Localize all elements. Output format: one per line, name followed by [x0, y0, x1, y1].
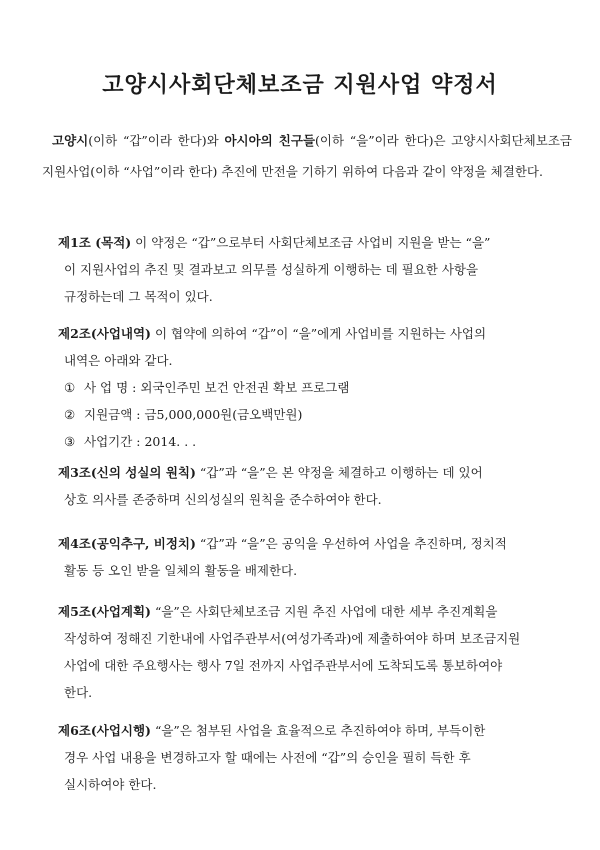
article-heading: 제6조(사업시행) [58, 723, 151, 738]
intro-text-2: (이하 “을”이라 한다)은 고양시사회단체보조금 지원사업(이하 “사업”이라 한다) 추진에 만전을 기하기 위하여 다음과 같이 약정을 체결한다. [42, 133, 572, 179]
article-line: 이 약정은 “갑”으로부터 사회단체보조금 사업비 지원을 받는 “을” [131, 235, 491, 250]
party-b-name: 아시아의 친구들 [224, 133, 316, 148]
item-text: 지원금액 : 금5,000,000원(금오백만원) [84, 407, 303, 422]
intro-text-1: (이하 “갑”이라 한다)와 [88, 133, 225, 148]
article-1 [58, 229, 570, 310]
item-number: ③ [64, 434, 76, 449]
article-line: 이 지원사업의 추진 및 결과보고 의무를 성실하게 이행하는 데 필요한 사항을 [64, 262, 479, 277]
article-2 [58, 320, 570, 455]
article-line: “을”은 첨부된 사업을 효율적으로 추진하여야 하며, 부득이한 [150, 723, 486, 738]
article-4 [58, 530, 570, 584]
list-item [58, 428, 570, 455]
article-heading: 제5조(사업계획) [58, 604, 151, 619]
article-heading: 제4조(공익추구, 비정치) [58, 536, 196, 551]
intro-paragraph [42, 125, 572, 187]
article-heading: 제1조 (목적) [58, 235, 132, 250]
article-line: 실시하여야 한다. [64, 777, 157, 792]
article-6 [58, 717, 570, 798]
document-title: 고양시사회단체보조금 지원사업 약정서 [102, 72, 498, 98]
article-line: “을”은 사회단체보조금 지원 추진 사업에 대한 세부 추진계획을 [150, 604, 498, 619]
list-item [58, 401, 570, 428]
article-heading: 제2조(사업내역) [58, 326, 151, 341]
article-line: “갑”과 “을”은 본 약정을 체결하고 이행하는 데 있어 [195, 465, 483, 480]
article-line: 이 협약에 의하여 “갑”이 “을”에게 사업비를 지원하는 사업의 [150, 326, 487, 341]
article-line: 사업에 대한 주요행사는 행사 7일 전까지 사업주관부서에 도착되도록 통보하여야 [64, 658, 503, 673]
article-line: 규정하는데 그 목적이 있다. [64, 289, 213, 304]
item-number: ② [64, 407, 76, 422]
article-line: 한다. [64, 685, 93, 700]
article-line: 내역은 아래와 같다. [64, 353, 173, 368]
article-heading: 제3조(신의 성실의 원칙) [58, 465, 196, 480]
item-text: 사 업 명 : 외국인주민 보건 안전권 확보 프로그램 [84, 380, 350, 395]
article-line: 활동 등 오인 받을 일체의 활동을 배제한다. [64, 563, 298, 578]
article-line: 작성하여 정해진 기한내에 사업주관부서(여성가족과)에 제출하여야 하며 보조금지원 [64, 631, 521, 646]
list-item [58, 374, 570, 401]
article-line: 경우 사업 내용을 변경하고자 할 때에는 사전에 “갑”의 승인을 필히 득한 후 [64, 750, 471, 765]
article-line: 상호 의사를 존중하며 신의성실의 원칙을 준수하여야 한다. [64, 492, 382, 507]
party-a-name: 고양시 [52, 133, 89, 148]
item-number: ① [64, 380, 76, 395]
item-text: 사업기간 : 2014. . . [84, 434, 197, 449]
article-5 [58, 598, 570, 706]
article-3 [58, 459, 570, 513]
article-line: “갑”과 “을”은 공익을 우선하여 사업을 추진하며, 정치적 [195, 536, 507, 551]
